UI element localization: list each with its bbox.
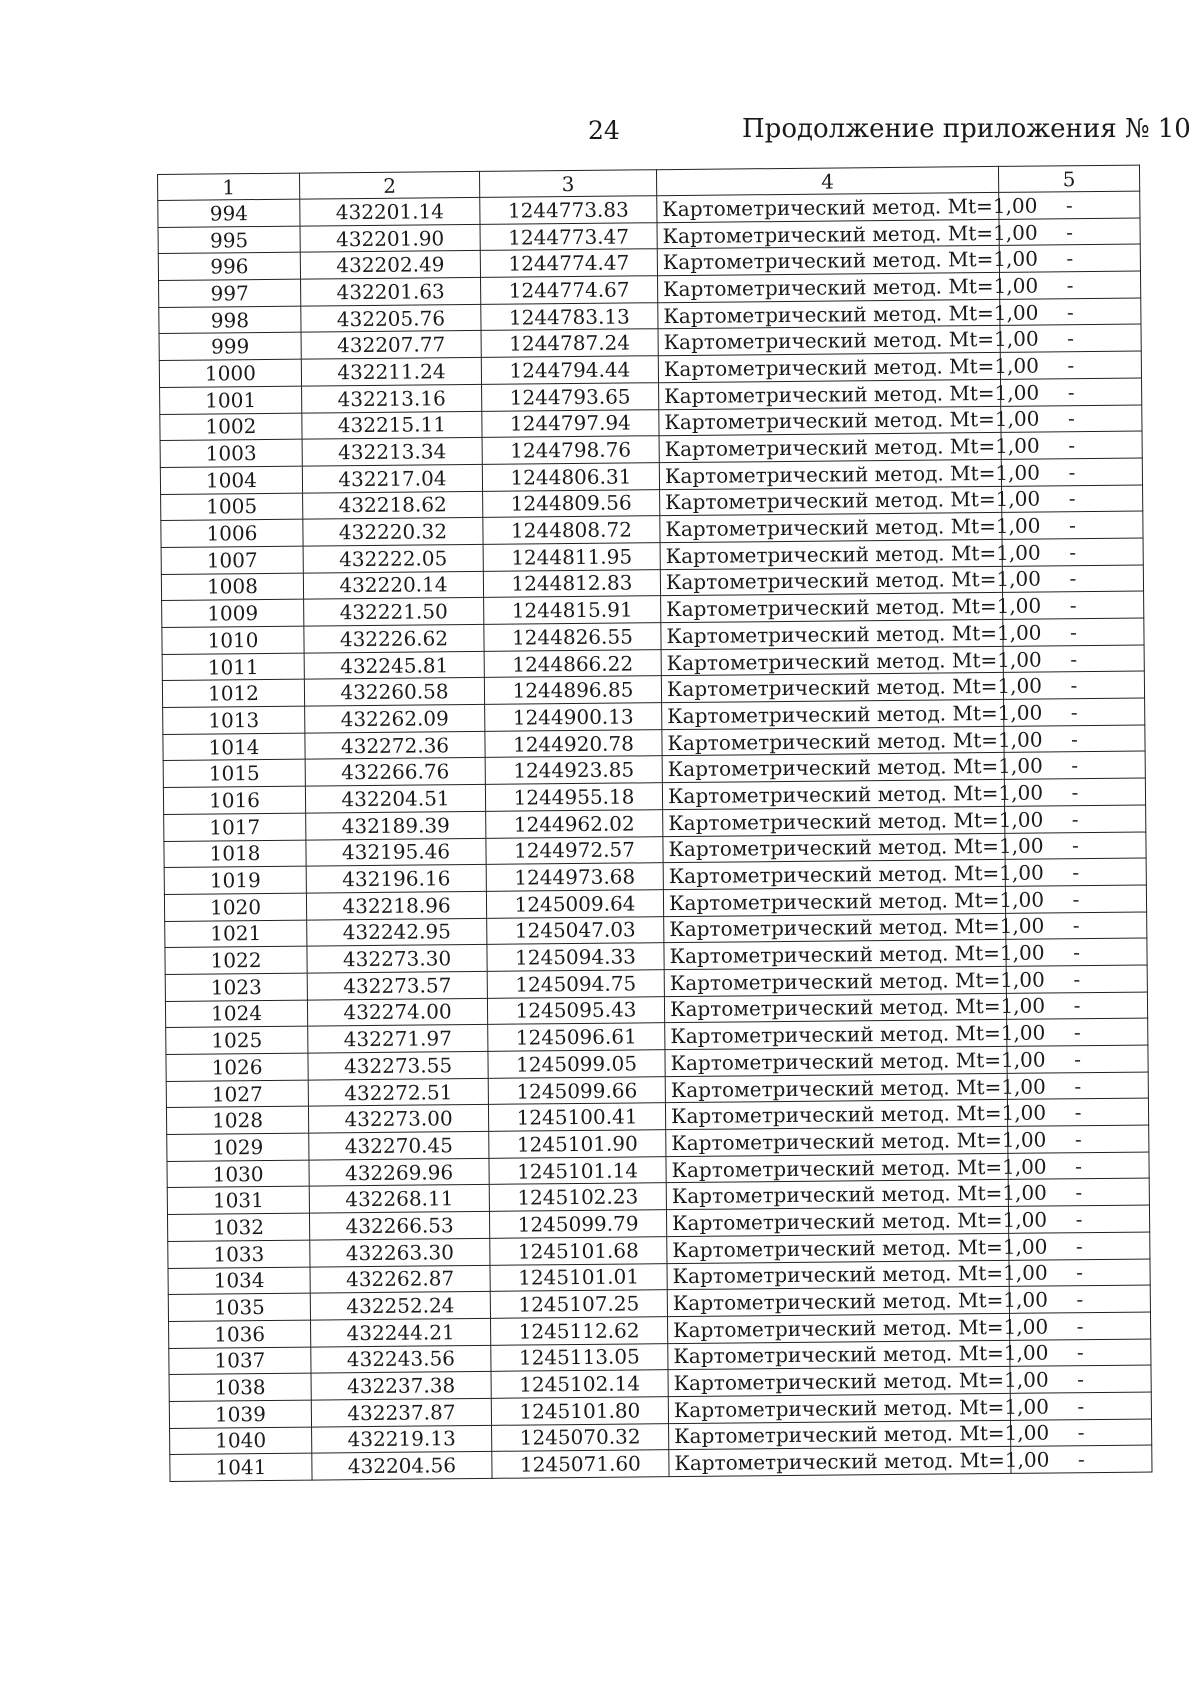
point-number-cell: 1004 xyxy=(160,466,302,494)
note-cell: - xyxy=(1006,912,1147,940)
y-coordinate-cell: 1245101.80 xyxy=(491,1397,668,1425)
note-cell: - xyxy=(1007,1018,1148,1046)
y-coordinate-cell: 1245094.33 xyxy=(487,943,664,971)
method-cell: Картометрический метод. Mt=1,00 xyxy=(657,192,999,222)
point-number-cell: 1040 xyxy=(170,1427,312,1455)
x-coordinate-cell: 432219.13 xyxy=(312,1425,492,1453)
point-number-cell: 1016 xyxy=(163,786,305,814)
method-cell: Картометрический метод. Mt=1,00 xyxy=(665,1100,1007,1130)
method-cell: Картометрический метод. Mt=1,00 xyxy=(663,806,1005,836)
x-coordinate-cell: 432204.51 xyxy=(305,785,485,813)
method-cell: Картометрический метод. Mt=1,00 xyxy=(664,913,1006,943)
note-cell: - xyxy=(1008,1125,1149,1153)
point-number-cell: 1027 xyxy=(166,1080,308,1108)
method-cell: Картометрический метод. Mt=1,00 xyxy=(664,993,1006,1023)
note-cell: - xyxy=(999,244,1140,272)
x-coordinate-cell: 432196.16 xyxy=(306,865,486,893)
y-coordinate-cell: 1245047.03 xyxy=(487,916,664,944)
note-cell: - xyxy=(1003,645,1144,673)
x-coordinate-cell: 432211.24 xyxy=(301,358,481,386)
note-cell: - xyxy=(1001,405,1142,433)
note-cell: - xyxy=(1010,1419,1151,1447)
method-cell: Картометрический метод. Mt=1,00 xyxy=(657,272,999,302)
method-cell: Картометрический метод. Mt=1,00 xyxy=(659,433,1001,463)
method-cell: Картометрический метод. Mt=1,00 xyxy=(661,593,1003,623)
method-cell: Картометрический метод. Mt=1,00 xyxy=(669,1447,1011,1477)
y-coordinate-cell: 1244811.95 xyxy=(483,543,660,571)
note-cell: - xyxy=(1008,1205,1149,1233)
note-cell: - xyxy=(1005,805,1146,833)
x-coordinate-cell: 432207.77 xyxy=(301,331,481,359)
point-number-cell: 1008 xyxy=(161,573,303,601)
y-coordinate-cell: 1244896.85 xyxy=(484,676,661,704)
note-cell: - xyxy=(1001,378,1142,406)
point-number-cell: 1032 xyxy=(167,1213,309,1241)
point-number-cell: 1017 xyxy=(164,813,306,841)
note-cell: - xyxy=(1002,485,1143,513)
method-cell: Картометрический метод. Mt=1,00 xyxy=(668,1367,1010,1397)
x-coordinate-cell: 432220.14 xyxy=(303,571,483,599)
point-number-cell: 997 xyxy=(159,279,301,307)
y-coordinate-cell: 1245099.66 xyxy=(488,1076,665,1104)
method-cell: Картометрический метод. Mt=1,00 xyxy=(666,1206,1008,1236)
note-cell: - xyxy=(1010,1339,1151,1367)
y-coordinate-cell: 1245102.14 xyxy=(491,1370,668,1398)
note-cell: - xyxy=(1007,1072,1148,1100)
point-number-cell: 1013 xyxy=(163,706,305,734)
note-cell: - xyxy=(1009,1312,1150,1340)
note-cell: - xyxy=(1010,1365,1151,1393)
x-coordinate-cell: 432222.05 xyxy=(303,544,483,572)
point-number-cell: 1033 xyxy=(168,1240,310,1268)
method-cell: Картометрический метод. Mt=1,00 xyxy=(658,353,1000,383)
method-cell: Картометрический метод. Mt=1,00 xyxy=(663,860,1005,890)
x-coordinate-cell: 432262.87 xyxy=(310,1265,490,1293)
method-cell: Картометрический метод. Mt=1,00 xyxy=(658,299,1000,329)
y-coordinate-cell: 1245096.61 xyxy=(488,1023,665,1051)
y-coordinate-cell: 1244774.47 xyxy=(480,249,657,277)
note-cell: - xyxy=(1002,538,1143,566)
method-cell: Картометрический метод. Mt=1,00 xyxy=(660,566,1002,596)
method-cell: Картометрический метод. Mt=1,00 xyxy=(657,219,999,249)
point-number-cell: 1010 xyxy=(162,626,304,654)
method-cell: Картометрический метод. Mt=1,00 xyxy=(661,619,1003,649)
y-coordinate-cell: 1244962.02 xyxy=(486,809,663,837)
method-cell: Картометрический метод. Mt=1,00 xyxy=(665,1073,1007,1103)
y-coordinate-cell: 1244787.24 xyxy=(481,329,658,357)
x-coordinate-cell: 432269.96 xyxy=(309,1158,489,1186)
point-number-cell: 1026 xyxy=(166,1053,308,1081)
point-number-cell: 1015 xyxy=(163,760,305,788)
note-cell: - xyxy=(1006,992,1147,1020)
x-coordinate-cell: 432218.96 xyxy=(306,891,486,919)
y-coordinate-cell: 1244783.13 xyxy=(481,302,658,330)
y-coordinate-cell: 1245107.25 xyxy=(490,1290,667,1318)
note-cell: - xyxy=(1009,1232,1150,1260)
point-number-cell: 1028 xyxy=(166,1106,308,1134)
x-coordinate-cell: 432252.24 xyxy=(310,1292,490,1320)
coordinates-table xyxy=(157,165,1153,1482)
y-coordinate-cell: 1244900.13 xyxy=(485,703,662,731)
x-coordinate-cell: 432213.16 xyxy=(302,384,482,412)
y-coordinate-cell: 1244798.76 xyxy=(482,436,659,464)
x-coordinate-cell: 432274.00 xyxy=(307,998,487,1026)
y-coordinate-cell: 1244797.94 xyxy=(482,409,659,437)
point-number-cell: 998 xyxy=(159,306,301,334)
note-cell: - xyxy=(1005,858,1146,886)
x-coordinate-cell: 432273.30 xyxy=(307,945,487,973)
method-cell: Картометрический метод. Mt=1,00 xyxy=(666,1126,1008,1156)
y-coordinate-cell: 1245009.64 xyxy=(486,890,663,918)
method-cell: Картометрический метод. Mt=1,00 xyxy=(664,940,1006,970)
note-cell: - xyxy=(1001,431,1142,459)
note-cell: - xyxy=(999,271,1140,299)
note-cell: - xyxy=(1005,885,1146,913)
y-coordinate-cell: 1245101.14 xyxy=(489,1156,666,1184)
method-cell: Картометрический метод. Mt=1,00 xyxy=(659,459,1001,489)
y-coordinate-cell: 1245094.75 xyxy=(487,970,664,998)
y-coordinate-cell: 1245112.62 xyxy=(490,1317,667,1345)
point-number-cell: 1007 xyxy=(161,546,303,574)
x-coordinate-cell: 432266.53 xyxy=(309,1211,489,1239)
note-cell: - xyxy=(1004,778,1145,806)
y-coordinate-cell: 1244808.72 xyxy=(483,516,660,544)
method-cell: Картометрический метод. Mt=1,00 xyxy=(669,1420,1011,1450)
point-number-cell: 1002 xyxy=(160,413,302,441)
x-coordinate-cell: 432273.00 xyxy=(308,1105,488,1133)
header-cell-4: 4 xyxy=(656,166,998,195)
x-coordinate-cell: 432245.81 xyxy=(304,651,484,679)
method-cell: Картометрический метод. Mt=1,00 xyxy=(663,833,1005,863)
x-coordinate-cell: 432220.32 xyxy=(303,518,483,546)
x-coordinate-cell: 432204.56 xyxy=(312,1452,492,1480)
point-number-cell: 1014 xyxy=(163,733,305,761)
method-cell: Картометрический метод. Mt=1,00 xyxy=(659,406,1001,436)
method-cell: Картометрический метод. Mt=1,00 xyxy=(661,646,1003,676)
note-cell: - xyxy=(1007,1098,1148,1126)
method-cell: Картометрический метод. Mt=1,00 xyxy=(660,486,1002,516)
x-coordinate-cell: 432263.30 xyxy=(310,1238,490,1266)
y-coordinate-cell: 1244815.91 xyxy=(484,596,661,624)
y-coordinate-cell: 1245095.43 xyxy=(487,996,664,1024)
y-coordinate-cell: 1245070.32 xyxy=(492,1423,669,1451)
point-number-cell: 1005 xyxy=(161,493,303,521)
method-cell: Картометрический метод. Mt=1,00 xyxy=(668,1340,1010,1370)
point-number-cell: 1024 xyxy=(165,1000,307,1028)
note-cell: - xyxy=(1004,725,1145,753)
note-cell: - xyxy=(1003,671,1144,699)
note-cell: - xyxy=(1007,1045,1148,1073)
point-number-cell: 1000 xyxy=(159,359,301,387)
point-number-cell: 1036 xyxy=(169,1320,311,1348)
point-number-cell: 1003 xyxy=(160,439,302,467)
note-cell: - xyxy=(1003,591,1144,619)
method-cell: Картометрический метод. Mt=1,00 xyxy=(662,699,1004,729)
x-coordinate-cell: 432201.63 xyxy=(301,277,481,305)
point-number-cell: 1031 xyxy=(167,1187,309,1215)
x-coordinate-cell: 432189.39 xyxy=(306,811,486,839)
method-cell: Картометрический метод. Mt=1,00 xyxy=(667,1233,1009,1263)
x-coordinate-cell: 432271.97 xyxy=(308,1025,488,1053)
method-cell: Картометрический метод. Mt=1,00 xyxy=(661,673,1003,703)
x-coordinate-cell: 432237.87 xyxy=(311,1398,491,1426)
y-coordinate-cell: 1244812.83 xyxy=(483,569,660,597)
method-cell: Картометрический метод. Mt=1,00 xyxy=(662,726,1004,756)
y-coordinate-cell: 1244826.55 xyxy=(484,623,661,651)
note-cell: - xyxy=(1011,1445,1152,1473)
method-cell: Картометрический метод. Mt=1,00 xyxy=(658,326,1000,356)
note-cell: - xyxy=(1000,298,1141,326)
x-coordinate-cell: 432244.21 xyxy=(311,1318,491,1346)
point-number-cell: 1006 xyxy=(161,519,303,547)
x-coordinate-cell: 432218.62 xyxy=(303,491,483,519)
point-number-cell: 1021 xyxy=(165,920,307,948)
method-cell: Картометрический метод. Mt=1,00 xyxy=(657,246,999,276)
note-cell: - xyxy=(1004,751,1145,779)
y-coordinate-cell: 1244972.57 xyxy=(486,836,663,864)
note-cell: - xyxy=(1008,1152,1149,1180)
method-cell: Картометрический метод. Mt=1,00 xyxy=(660,513,1002,543)
method-cell: Картометрический метод. Mt=1,00 xyxy=(667,1260,1009,1290)
x-coordinate-cell: 432266.76 xyxy=(305,758,485,786)
x-coordinate-cell: 432215.11 xyxy=(302,411,482,439)
x-coordinate-cell: 432273.55 xyxy=(308,1051,488,1079)
point-number-cell: 995 xyxy=(158,226,300,254)
note-cell: - xyxy=(1003,618,1144,646)
point-number-cell: 1039 xyxy=(169,1400,311,1428)
point-number-cell: 1011 xyxy=(162,653,304,681)
page-number: 24 xyxy=(588,116,620,145)
point-number-cell: 1023 xyxy=(165,973,307,1001)
point-number-cell: 1001 xyxy=(160,386,302,414)
note-cell: - xyxy=(1004,698,1145,726)
note-cell: - xyxy=(1001,458,1142,486)
method-cell: Картометрический метод. Mt=1,00 xyxy=(666,1180,1008,1210)
note-cell: - xyxy=(1000,324,1141,352)
point-number-cell: 1025 xyxy=(166,1026,308,1054)
x-coordinate-cell: 432270.45 xyxy=(309,1131,489,1159)
note-cell: - xyxy=(1000,351,1141,379)
header-cell-2: 2 xyxy=(299,171,479,199)
y-coordinate-cell: 1244923.85 xyxy=(485,756,662,784)
y-coordinate-cell: 1244793.65 xyxy=(482,383,659,411)
x-coordinate-cell: 432205.76 xyxy=(301,304,481,332)
y-coordinate-cell: 1245102.23 xyxy=(489,1183,666,1211)
y-coordinate-cell: 1245101.01 xyxy=(490,1263,667,1291)
method-cell: Картометрический метод. Mt=1,00 xyxy=(659,379,1001,409)
method-cell: Картометрический метод. Mt=1,00 xyxy=(662,753,1004,783)
x-coordinate-cell: 432221.50 xyxy=(304,598,484,626)
point-number-cell: 999 xyxy=(159,333,301,361)
point-number-cell: 1035 xyxy=(168,1293,310,1321)
x-coordinate-cell: 432262.09 xyxy=(305,704,485,732)
method-cell: Картометрический метод. Mt=1,00 xyxy=(662,780,1004,810)
method-cell: Картометрический метод. Mt=1,00 xyxy=(665,1046,1007,1076)
y-coordinate-cell: 1244955.18 xyxy=(485,783,662,811)
note-cell: - xyxy=(1002,565,1143,593)
point-number-cell: 1020 xyxy=(164,893,306,921)
method-cell: Картометрический метод. Mt=1,00 xyxy=(667,1287,1009,1317)
x-coordinate-cell: 432242.95 xyxy=(307,918,487,946)
x-coordinate-cell: 432272.36 xyxy=(305,731,485,759)
method-cell: Картометрический метод. Mt=1,00 xyxy=(665,1020,1007,1050)
point-number-cell: 1018 xyxy=(164,840,306,868)
method-cell: Картометрический метод. Mt=1,00 xyxy=(667,1313,1009,1343)
point-number-cell: 1041 xyxy=(170,1453,312,1481)
x-coordinate-cell: 432201.14 xyxy=(300,197,480,225)
note-cell: - xyxy=(1008,1178,1149,1206)
x-coordinate-cell: 432201.90 xyxy=(300,224,480,252)
note-cell: - xyxy=(1009,1285,1150,1313)
x-coordinate-cell: 432273.57 xyxy=(307,971,487,999)
y-coordinate-cell: 1245099.05 xyxy=(488,1050,665,1078)
x-coordinate-cell: 432217.04 xyxy=(302,464,482,492)
method-cell: Картометрический метод. Mt=1,00 xyxy=(666,1153,1008,1183)
y-coordinate-cell: 1244809.56 xyxy=(483,489,660,517)
x-coordinate-cell: 432260.58 xyxy=(304,678,484,706)
point-number-cell: 1037 xyxy=(169,1347,311,1375)
point-number-cell: 1022 xyxy=(165,946,307,974)
table-body xyxy=(158,165,1153,1481)
note-cell: - xyxy=(1006,938,1147,966)
point-number-cell: 1012 xyxy=(162,679,304,707)
point-number-cell: 1009 xyxy=(162,599,304,627)
x-coordinate-cell: 432237.38 xyxy=(311,1372,491,1400)
point-number-cell: 1030 xyxy=(167,1160,309,1188)
method-cell: Картометрический метод. Mt=1,00 xyxy=(660,539,1002,569)
y-coordinate-cell: 1244774.67 xyxy=(481,276,658,304)
y-coordinate-cell: 1245101.68 xyxy=(490,1236,667,1264)
note-cell: - xyxy=(1010,1392,1151,1420)
header-cell-5: 5 xyxy=(998,165,1139,192)
y-coordinate-cell: 1245101.90 xyxy=(489,1130,666,1158)
x-coordinate-cell: 432272.51 xyxy=(308,1078,488,1106)
point-number-cell: 1034 xyxy=(168,1267,310,1295)
x-coordinate-cell: 432213.34 xyxy=(302,438,482,466)
method-cell: Картометрический метод. Mt=1,00 xyxy=(664,966,1006,996)
note-cell: - xyxy=(999,191,1140,219)
x-coordinate-cell: 432195.46 xyxy=(306,838,486,866)
y-coordinate-cell: 1245113.05 xyxy=(491,1343,668,1371)
point-number-cell: 1019 xyxy=(164,866,306,894)
note-cell: - xyxy=(1005,832,1146,860)
note-cell: - xyxy=(999,218,1140,246)
y-coordinate-cell: 1244973.68 xyxy=(486,863,663,891)
method-cell: Картометрический метод. Mt=1,00 xyxy=(663,886,1005,916)
x-coordinate-cell: 432243.56 xyxy=(311,1345,491,1373)
x-coordinate-cell: 432202.49 xyxy=(300,251,480,279)
continuation-title: Продолжение приложения № 10 xyxy=(742,114,1191,144)
header-cell-1: 1 xyxy=(158,173,300,200)
y-coordinate-cell: 1244773.47 xyxy=(480,222,657,250)
note-cell: - xyxy=(1006,965,1147,993)
y-coordinate-cell: 1244920.78 xyxy=(485,729,662,757)
header-cell-3: 3 xyxy=(479,170,656,198)
y-coordinate-cell: 1245100.41 xyxy=(488,1103,665,1131)
x-coordinate-cell: 432268.11 xyxy=(309,1185,489,1213)
y-coordinate-cell: 1244773.83 xyxy=(480,196,657,224)
method-cell: Картометрический метод. Mt=1,00 xyxy=(668,1393,1010,1423)
y-coordinate-cell: 1244806.31 xyxy=(482,463,659,491)
point-number-cell: 994 xyxy=(158,199,300,227)
point-number-cell: 1029 xyxy=(167,1133,309,1161)
y-coordinate-cell: 1245099.79 xyxy=(489,1210,666,1238)
point-number-cell: 1038 xyxy=(169,1373,311,1401)
y-coordinate-cell: 1245071.60 xyxy=(492,1450,669,1478)
x-coordinate-cell: 432226.62 xyxy=(304,624,484,652)
note-cell: - xyxy=(1002,511,1143,539)
y-coordinate-cell: 1244794.44 xyxy=(481,356,658,384)
note-cell: - xyxy=(1009,1259,1150,1287)
y-coordinate-cell: 1244866.22 xyxy=(484,649,661,677)
point-number-cell: 996 xyxy=(158,253,300,281)
